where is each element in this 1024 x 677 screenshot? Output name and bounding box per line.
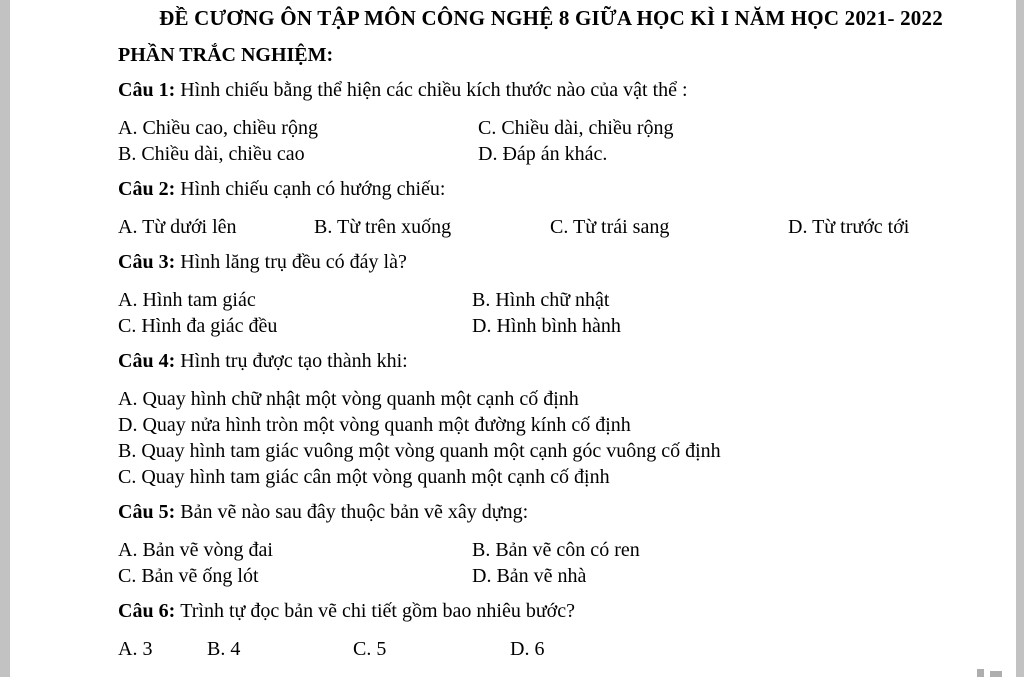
answer-option: D. 6 — [510, 638, 545, 660]
question-block — [118, 77, 1004, 167]
answer-option: A. Từ dưới lên — [118, 216, 237, 238]
answer-option: D. Hình bình hành — [472, 315, 621, 337]
question-label: Câu 1: — [118, 79, 176, 101]
option-row — [118, 313, 1004, 339]
question-label: Câu 3: — [118, 251, 176, 273]
answer-option: A. Bản vẽ vòng đai — [118, 539, 273, 561]
question-text — [118, 176, 1004, 202]
question-block — [118, 176, 1004, 240]
answer-option: D. Từ trước tới — [788, 216, 910, 238]
answer-option: C. Chiều dài, chiều rộng — [478, 117, 674, 139]
question-text — [118, 348, 1004, 374]
answer-option: B. Quay hình tam giác vuông một vòng quanh một cạnh góc vuông cố định — [118, 440, 721, 462]
option-row — [118, 141, 1004, 167]
answer-option: B. Bản vẽ côn có ren — [472, 539, 640, 561]
answer-option: C. Bản vẽ ống lót — [118, 565, 259, 587]
question-label: Câu 6: — [118, 600, 176, 622]
option-row — [118, 386, 1004, 412]
question-text — [118, 598, 1004, 624]
answer-option: B. Từ trên xuống — [314, 216, 452, 238]
answer-option: B. 4 — [207, 638, 241, 660]
question-body: Bản vẽ nào sau đây thuộc bản vẽ xây dựng: — [180, 501, 529, 523]
answer-option: B. Chiều dài, chiều cao — [118, 143, 305, 165]
question-body: Hình chiếu cạnh có hướng chiếu: — [180, 178, 446, 200]
answer-option: C. Quay hình tam giác cân một vòng quanh một cạnh cố định — [118, 466, 610, 488]
answer-option: A. 3 — [118, 638, 153, 660]
option-row — [118, 563, 1004, 589]
answer-option: D. Đáp án khác. — [478, 143, 608, 165]
question-text — [118, 499, 1004, 525]
question-block — [118, 249, 1004, 339]
corner-artifact — [977, 668, 1002, 677]
answer-option: B. Hình chữ nhật — [472, 289, 610, 311]
answer-option: C. 5 — [353, 638, 387, 660]
answer-option: C. Từ trái sang — [550, 216, 670, 238]
option-row — [118, 412, 1004, 438]
answer-option: C. Hình đa giác đều — [118, 315, 278, 337]
question-body: Hình chiếu bằng thể hiện các chiều kích thước nào của vật thể : — [180, 79, 688, 101]
corner-mark-fragment — [990, 671, 1002, 677]
question-body: Hình trụ được tạo thành khi: — [180, 350, 408, 372]
question-body: Hình lăng trụ đều có đáy là? — [180, 251, 407, 273]
question-label: Câu 2: — [118, 178, 176, 200]
option-row — [118, 287, 1004, 313]
option-row — [118, 464, 1004, 490]
corner-mark-fragment — [977, 669, 984, 677]
document-title: ĐỀ CƯƠNG ÔN TẬP MÔN CÔNG NGHỆ 8 GIỮA HỌC KÌ I NĂM HỌC 2021- 2022 — [159, 6, 943, 30]
question-label: Câu 4: — [118, 350, 176, 372]
question-label: Câu 5: — [118, 501, 176, 523]
section-heading: PHẦN TRẮC NGHIỆM: — [118, 44, 334, 66]
option-row — [118, 115, 1004, 141]
question-block — [118, 348, 1004, 490]
answer-option: A. Quay hình chữ nhật một vòng quanh một cạnh cố định — [118, 388, 579, 410]
answer-option: D. Bản vẽ nhà — [472, 565, 587, 587]
answer-option: A. Chiều cao, chiều rộng — [118, 117, 318, 139]
option-row — [118, 636, 1004, 662]
question-block — [118, 598, 1004, 662]
question-body: Trình tự đọc bản vẽ chi tiết gồm bao nhiêu bước? — [180, 600, 576, 622]
questions-list — [118, 77, 1004, 662]
question-text — [118, 77, 1004, 103]
document-page — [10, 0, 1016, 677]
option-row — [118, 438, 1004, 464]
question-text — [118, 249, 1004, 275]
answer-option: A. Hình tam giác — [118, 289, 256, 311]
question-block — [118, 499, 1004, 589]
answer-option: D. Quay nửa hình tròn một vòng quanh một đường kính cố định — [118, 414, 631, 436]
option-row — [118, 214, 1004, 240]
option-row — [118, 537, 1004, 563]
